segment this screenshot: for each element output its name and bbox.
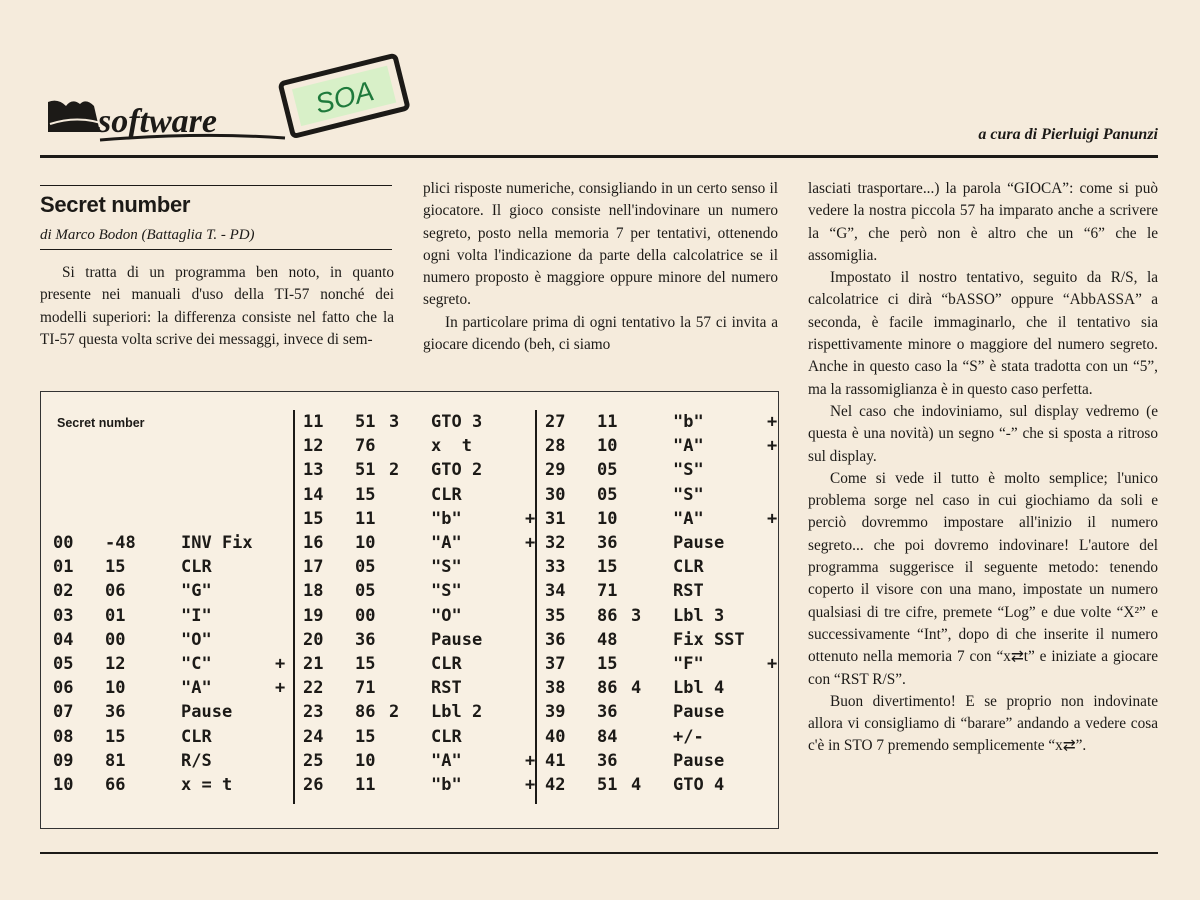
- logo-stamp: SOA: [312, 75, 377, 120]
- program-step-row: [53, 579, 283, 603]
- program-listing: [40, 391, 779, 829]
- key-code: 71: [355, 678, 376, 699]
- key-code: 11: [597, 412, 618, 432]
- program-step-row: [53, 749, 283, 773]
- key-mnemonic: CLR: [181, 726, 212, 747]
- program-step-row: [303, 652, 533, 676]
- program-step-row: [53, 700, 283, 724]
- step-number: 19: [303, 605, 324, 626]
- plus-mark: +: [525, 533, 536, 553]
- key-mnemonic: CLR: [431, 654, 462, 674]
- step-number: 00: [53, 533, 74, 553]
- key-subcode: 2: [389, 460, 400, 481]
- step-number: 23: [303, 702, 324, 723]
- step-number: 35: [545, 605, 566, 626]
- program-step-row: [303, 507, 536, 531]
- step-number: 14: [303, 484, 324, 505]
- key-mnemonic: CLR: [181, 557, 212, 578]
- key-code: 12: [105, 654, 126, 674]
- plus-mark: +: [767, 654, 778, 674]
- step-number: 30: [545, 484, 566, 505]
- key-mnemonic: "I": [181, 605, 212, 626]
- step-number: 27: [545, 412, 566, 432]
- key-code: 51: [355, 412, 376, 432]
- article-column-1: [40, 262, 394, 351]
- key-code: 11: [355, 775, 376, 795]
- program-step-row: [545, 652, 778, 676]
- key-mnemonic: x t: [431, 436, 472, 457]
- key-code: 86: [355, 702, 376, 723]
- key-mnemonic: Fix SST: [673, 629, 745, 650]
- key-mnemonic: +/-: [673, 726, 704, 747]
- key-code: 15: [355, 726, 376, 747]
- step-number: 06: [53, 678, 74, 699]
- step-number: 04: [53, 629, 74, 650]
- key-subcode: 3: [631, 605, 642, 626]
- key-mnemonic: "A": [431, 750, 462, 771]
- program-step-row: [53, 531, 283, 555]
- program-step-row: [53, 628, 283, 652]
- plus-mark: +: [767, 436, 778, 457]
- program-step-row: [303, 628, 533, 652]
- paragraph: lasciati trasportare...) la parola “GIOCA”: come si può vedere la nostra piccola 57 ha imparato anche a scrivere la “G”, che però non è altro che un “6” che le assomiglia.: [808, 180, 1158, 264]
- key-code: 71: [597, 581, 618, 602]
- key-code: 15: [355, 484, 376, 505]
- key-code: 81: [105, 750, 126, 771]
- step-number: 12: [303, 436, 324, 457]
- program-step-row: [53, 676, 286, 700]
- key-mnemonic: "A": [673, 508, 704, 529]
- key-code: 15: [597, 557, 618, 578]
- program-step-row: [303, 555, 533, 579]
- step-number: 22: [303, 678, 324, 699]
- plus-mark: +: [275, 654, 286, 674]
- program-step-row: [545, 483, 775, 507]
- curator-credit: a cura di Pierluigi Panunzi: [978, 126, 1158, 143]
- key-code: 51: [355, 460, 376, 481]
- step-number: 24: [303, 726, 324, 747]
- program-step-row: [545, 507, 778, 531]
- paragraph: In particolare prima di ogni tentativo la 57 ci invita a giocare dicendo (beh, ci siamo: [423, 313, 778, 354]
- program-step-row: [545, 458, 775, 482]
- program-step-row: [303, 531, 536, 555]
- key-subcode: 2: [389, 702, 400, 723]
- key-mnemonic: CLR: [431, 484, 462, 505]
- key-mnemonic: "S": [431, 581, 462, 602]
- step-number: 32: [545, 533, 566, 553]
- key-mnemonic: Pause: [181, 702, 233, 723]
- program-step-row: [545, 700, 775, 724]
- program-step-row: [545, 604, 775, 628]
- key-code: 36: [597, 750, 618, 771]
- article-column-2: [423, 178, 778, 356]
- program-step-row: [545, 749, 775, 773]
- step-number: 20: [303, 629, 324, 650]
- key-subcode: 3: [389, 412, 400, 432]
- program-step-row: [303, 410, 533, 434]
- software-logo: [40, 40, 420, 155]
- key-mnemonic: Lbl 3: [673, 605, 725, 626]
- key-code: 36: [597, 533, 618, 553]
- program-step-row: [545, 579, 775, 603]
- program-step-row: [53, 773, 283, 797]
- step-number: 28: [545, 436, 566, 457]
- key-code: -48: [105, 533, 136, 553]
- paragraph: Buon divertimento! E se proprio non indovinate allora vi consigliamo di “barare” andando a vedere cosa c'è in STO 7 premendo semplicemente “x⇄”.: [808, 692, 1158, 755]
- program-step-row: [545, 410, 778, 434]
- key-code: 86: [597, 605, 618, 626]
- step-number: 21: [303, 654, 324, 674]
- key-code: 11: [355, 508, 376, 529]
- key-mnemonic: R/S: [181, 750, 212, 771]
- key-mnemonic: Pause: [673, 533, 725, 553]
- key-code: 84: [597, 726, 618, 747]
- key-code: 51: [597, 775, 618, 795]
- step-number: 37: [545, 654, 566, 674]
- key-mnemonic: CLR: [431, 726, 462, 747]
- key-code: 15: [105, 726, 126, 747]
- program-step-row: [303, 676, 533, 700]
- program-step-row: [545, 434, 778, 458]
- key-code: 00: [105, 629, 126, 650]
- step-number: 16: [303, 533, 324, 553]
- key-code: 15: [597, 654, 618, 674]
- key-mnemonic: "S": [673, 484, 704, 505]
- key-code: 48: [597, 629, 618, 650]
- key-code: 36: [105, 702, 126, 723]
- footer-rule: [40, 852, 1158, 854]
- step-number: 41: [545, 750, 566, 771]
- key-mnemonic: "S": [673, 460, 704, 481]
- key-mnemonic: "A": [431, 533, 462, 553]
- key-code: 86: [597, 678, 618, 699]
- key-code: 15: [355, 654, 376, 674]
- step-number: 29: [545, 460, 566, 481]
- program-step-row: [545, 628, 775, 652]
- step-number: 10: [53, 775, 74, 795]
- key-mnemonic: "O": [181, 629, 212, 650]
- program-step-row: [53, 604, 283, 628]
- program-step-row: [303, 434, 533, 458]
- key-mnemonic: Pause: [673, 750, 725, 771]
- step-number: 34: [545, 581, 566, 602]
- key-mnemonic: Pause: [431, 629, 483, 650]
- program-step-row: [53, 652, 286, 676]
- key-code: 05: [597, 460, 618, 481]
- key-code: 05: [355, 581, 376, 602]
- key-code: 05: [355, 557, 376, 578]
- step-number: 36: [545, 629, 566, 650]
- title-rule-bottom: [40, 249, 392, 250]
- key-code: 05: [597, 484, 618, 505]
- key-mnemonic: GTO 2: [431, 460, 483, 481]
- step-number: 40: [545, 726, 566, 747]
- paragraph: Nel caso che indoviniamo, sul display vedremo (e questa è una novità) un segno “-” che si sposta a ritroso sul display.: [808, 402, 1158, 465]
- key-code: 01: [105, 605, 126, 626]
- key-code: 10: [597, 508, 618, 529]
- program-step-row: [545, 555, 775, 579]
- key-subcode: 4: [631, 678, 642, 699]
- step-number: 13: [303, 460, 324, 481]
- column-divider: [293, 410, 295, 804]
- step-number: 01: [53, 557, 74, 578]
- key-mnemonic: "A": [181, 678, 212, 699]
- program-step-row: [303, 700, 533, 724]
- step-number: 09: [53, 750, 74, 771]
- key-mnemonic: RST: [673, 581, 704, 602]
- plus-mark: +: [767, 508, 778, 529]
- title-rule-top: [40, 185, 392, 186]
- step-number: 08: [53, 726, 74, 747]
- step-number: 07: [53, 702, 74, 723]
- step-number: 31: [545, 508, 566, 529]
- plus-mark: +: [767, 412, 778, 432]
- key-mnemonic: "b": [673, 412, 704, 432]
- program-step-row: [303, 749, 536, 773]
- step-number: 05: [53, 654, 74, 674]
- key-code: 10: [105, 678, 126, 699]
- step-number: 11: [303, 412, 324, 432]
- program-step-row: [53, 725, 283, 749]
- step-number: 02: [53, 581, 74, 602]
- column-divider: [535, 410, 537, 804]
- plus-mark: +: [525, 750, 536, 771]
- key-mnemonic: "G": [181, 581, 212, 602]
- program-step-row: [303, 773, 536, 797]
- plus-mark: +: [525, 775, 536, 795]
- key-mnemonic: RST: [431, 678, 462, 699]
- key-mnemonic: "F": [673, 654, 704, 674]
- paragraph: Impostato il nostro tentativo, seguito da R/S, la calcolatrice ci dirà “bASSO” oppure “AbbASSA” a seconda, è facile immaginarlo, che il tentativo sia rispettivamente minore o maggiore del numero segreto. Anche in questo caso la “S” è stata tradotta con un “5”, ma la rassomiglianza è in questo caso perfetta.: [808, 269, 1158, 398]
- step-number: 42: [545, 775, 566, 795]
- paragraph: Si tratta di un programma ben noto, in quanto presente nei manuali d'uso della TI-57 nonché dei modelli superiori: la differenza consiste nel fatto che la TI-57 questa volta scrive dei messaggi, invece di sem-: [40, 264, 394, 348]
- step-number: 03: [53, 605, 74, 626]
- key-code: 76: [355, 436, 376, 457]
- key-mnemonic: INV Fix: [181, 533, 253, 553]
- program-step-row: [545, 676, 775, 700]
- key-mnemonic: "C": [181, 654, 212, 674]
- key-mnemonic: Lbl 2: [431, 702, 483, 723]
- step-number: 39: [545, 702, 566, 723]
- program-step-row: [303, 604, 533, 628]
- key-mnemonic: "A": [673, 436, 704, 457]
- step-number: 33: [545, 557, 566, 578]
- article-column-3: [808, 178, 1158, 758]
- key-code: 10: [355, 750, 376, 771]
- key-code: 15: [105, 557, 126, 578]
- key-mnemonic: CLR: [673, 557, 704, 578]
- key-mnemonic: GTO 4: [673, 775, 725, 795]
- program-step-row: [303, 725, 533, 749]
- listing-title: Secret number: [57, 416, 145, 430]
- program-step-row: [545, 531, 775, 555]
- step-number: 15: [303, 508, 324, 529]
- step-number: 38: [545, 678, 566, 699]
- step-number: 18: [303, 581, 324, 602]
- paragraph: plici risposte numeriche, consigliando in un certo senso il giocatore. Il gioco consiste nell'indovinare un numero segreto, posto nella memoria 7 per tentativi, ottenendo ogni volta l'indicazione da parte della calcolatrice se il numero proposto è maggiore oppure minore del numero segreto.: [423, 180, 778, 309]
- key-code: 36: [597, 702, 618, 723]
- header-rule: [40, 155, 1158, 158]
- program-step-row: [303, 483, 533, 507]
- key-code: 06: [105, 581, 126, 602]
- key-subcode: 4: [631, 775, 642, 795]
- step-number: 25: [303, 750, 324, 771]
- article-author: di Marco Bodon (Battaglia T. - PD): [40, 227, 255, 243]
- plus-mark: +: [525, 508, 536, 529]
- key-mnemonic: "b": [431, 508, 462, 529]
- key-code: 00: [355, 605, 376, 626]
- program-step-row: [53, 555, 283, 579]
- key-code: 10: [597, 436, 618, 457]
- logo-word: software: [98, 103, 217, 140]
- key-code: 36: [355, 629, 376, 650]
- key-mnemonic: "O": [431, 605, 462, 626]
- key-code: 66: [105, 775, 126, 795]
- step-number: 17: [303, 557, 324, 578]
- key-mnemonic: Lbl 4: [673, 678, 725, 699]
- plus-mark: +: [275, 678, 286, 699]
- key-mnemonic: "S": [431, 557, 462, 578]
- key-code: 10: [355, 533, 376, 553]
- key-mnemonic: x = t: [181, 775, 233, 795]
- program-step-row: [545, 725, 775, 749]
- paragraph: Come si vede il tutto è molto semplice; l'unico problema sorge nel caso in cui giochiamo da soli e perciò dovremmo impostare all'inizio il numero segreto... che poi dovremo indovinare! L'autore del programma suggerisce il seguente metodo: tenendo coperto il visore con una mano, impostate un numero qualsiasi di tre cifre, premete “Log” e due volte “X²” e successivamente “Int”, dopo di che inserite il numero ottenuto nella memoria 7 con “x⇄t” e iniziate a giocare con “RST R/S”.: [808, 469, 1158, 688]
- article-title: Secret number: [40, 192, 191, 217]
- step-number: 26: [303, 775, 324, 795]
- key-mnemonic: GTO 3: [431, 412, 483, 432]
- program-step-row: [303, 579, 533, 603]
- program-step-row: [303, 458, 533, 482]
- key-mnemonic: "b": [431, 775, 462, 795]
- key-mnemonic: Pause: [673, 702, 725, 723]
- program-step-row: [545, 773, 775, 797]
